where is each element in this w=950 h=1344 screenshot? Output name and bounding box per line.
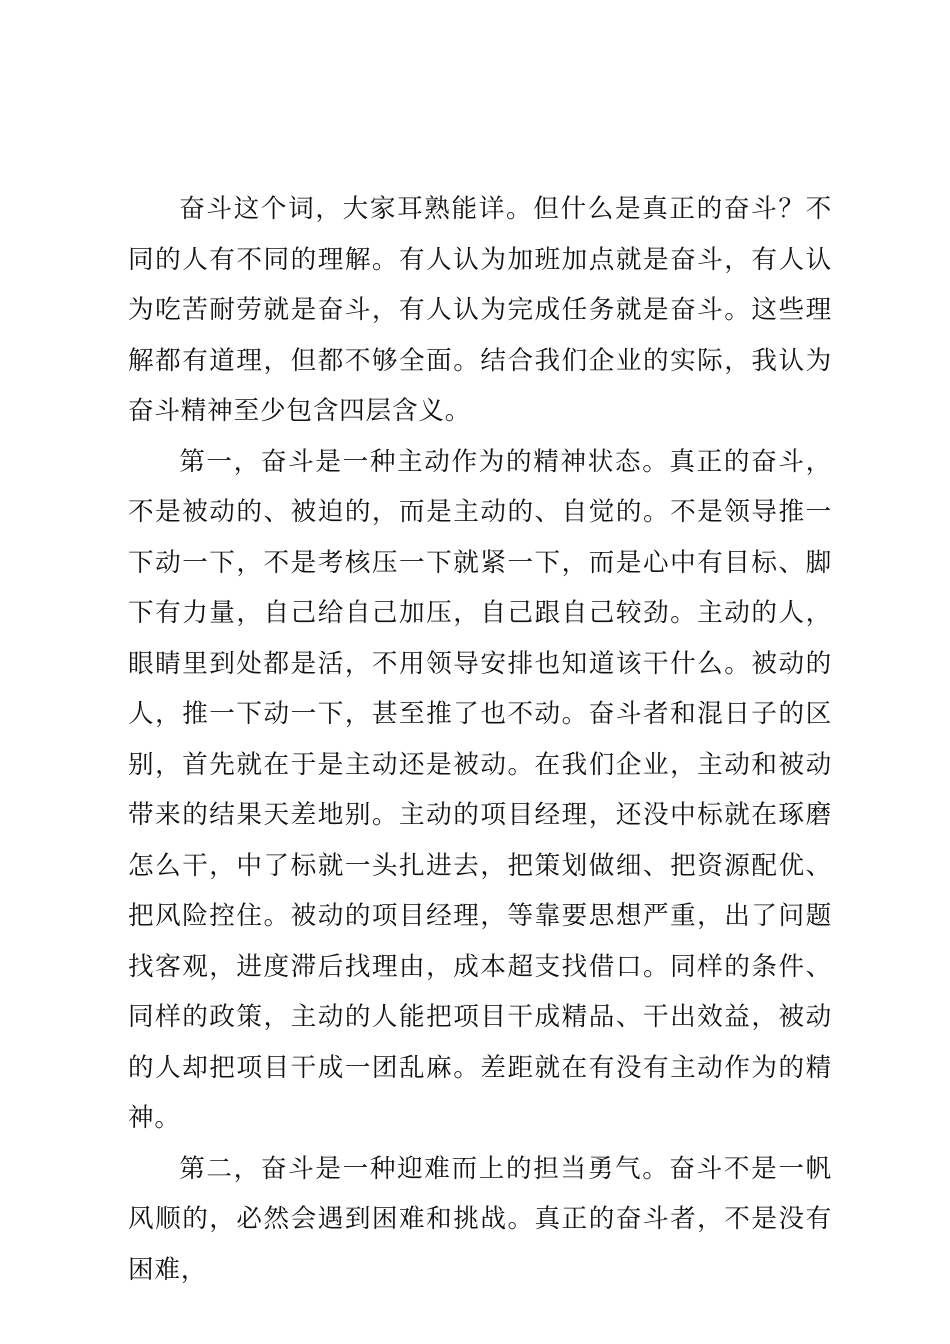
paragraph-intro: 奋斗这个词，大家耳熟能详。但什么是真正的奋斗？不同的人有不同的理解。有人认为加班加点就是奋斗，有人认为吃苦耐劳就是奋斗，有人认为完成任务就是奋斗。这些理解都有道理，但都不够全面。结合我们企业的实际，我认为奋斗精神至少包含四层含义。	[128, 194, 832, 426]
paragraph-second-point: 第二，奋斗是一种迎难而上的担当勇气。奋斗不是一帆风顺的，必然会遇到困难和挑战。真正的奋斗者，不是没有困难，	[128, 1153, 832, 1285]
paragraph-first-point: 第一，奋斗是一种主动作为的精神状态。真正的奋斗，不是被动的、被迫的，而是主动的、自觉的。不是领导推一下动一下，不是考核压一下就紧一下，而是心中有目标、脚下有力量，自己给自己加压，自己跟自己较劲。主动的人，眼睛里到处都是活，不用领导安排也知道该干什么。被动的人，推一下动一下，甚至推了也不动。奋斗者和混日子的区别，首先就在于是主动还是被动。在我们企业，主动和被动带来的结果天差地别。主动的项目经理，还没中标就在琢磨怎么干，中了标就一头扎进去，把策划做细、把资源配优、把风险控住。被动的项目经理，等靠要思想严重，出了问题找客观，进度滞后找理由，成本超支找借口。同样的条件、同样的政策，主动的人能把项目干成精品、干出效益，被动的人却把项目干成一团乱麻。差距就在有没有主动作为的精神。	[128, 446, 832, 1133]
document-body	[128, 184, 832, 1295]
